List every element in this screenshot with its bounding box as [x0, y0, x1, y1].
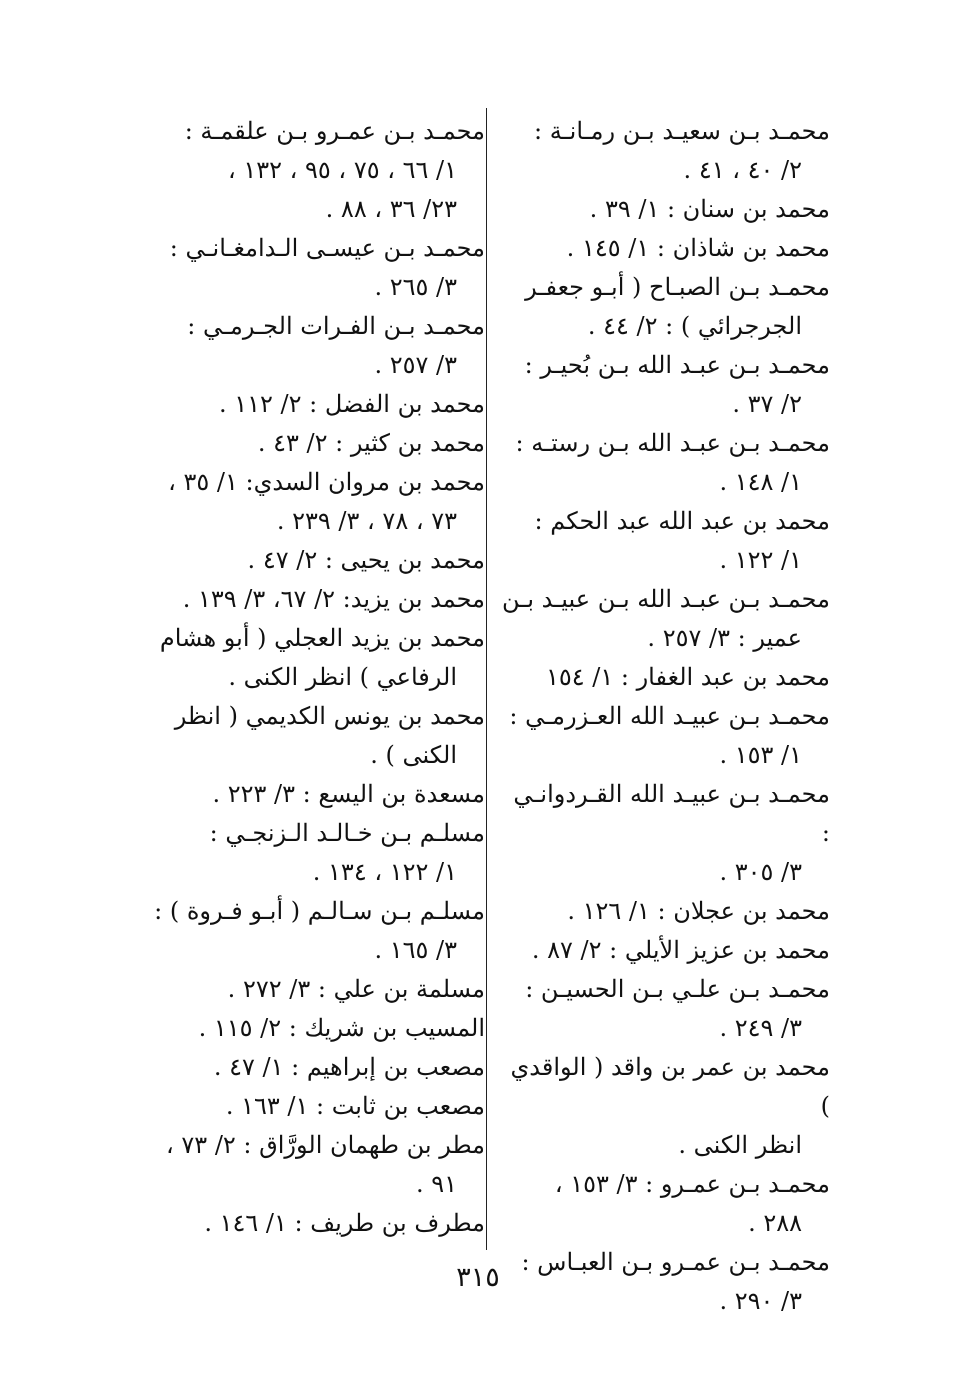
index-entry — [500, 268, 830, 346]
index-entry — [150, 541, 485, 580]
entry-heading-line: محمد بن عبد الله عبد الحكم : — [534, 507, 830, 535]
entry-heading-line: محمـد بـن عبيـد الله العـزرمـي : — [509, 702, 830, 730]
entry-heading-line: مصعب بن ثابت : ١/ ١٦٣ . — [225, 1092, 485, 1120]
column-divider — [486, 108, 487, 1250]
entry-heading-line: مطرف بن طريف : ١/ ١٤٦ . — [204, 1209, 485, 1237]
entry-heading-line: مطر بن طهمان الورَّاق : ٢/ ٧٣ ، — [166, 1131, 485, 1159]
index-entry — [150, 463, 485, 541]
index-entry — [500, 892, 830, 931]
entry-heading-line: محمـد بـن عبـد الله بـن عبيـد بـن — [502, 585, 830, 613]
entry-continuation-line: ٢٣/ ٣٦ ، ٨٨ . — [325, 195, 457, 223]
entry-heading-line: محمد بن عجلان : ١/ ١٢٦ . — [567, 897, 830, 925]
index-entry — [500, 112, 830, 190]
entry-continuation-line: ٣/ ٢٩٠ . — [719, 1287, 802, 1315]
index-entry — [500, 658, 830, 697]
entry-heading-line: مسلـم بـن خـالـد الـزنجـي : — [209, 819, 485, 847]
index-entry — [500, 190, 830, 229]
index-entry — [150, 229, 485, 307]
index-entry — [150, 775, 485, 814]
index-entry — [150, 385, 485, 424]
entry-continuation-line: الجرجرائي ) : ٢/ ٤٤ . — [587, 312, 802, 340]
index-entry — [150, 814, 485, 892]
entry-continuation-line: ٣/ ١٦٥ . — [374, 936, 457, 964]
entry-heading-line: محمـد بـن الفـرات الجـرمـي : — [187, 312, 485, 340]
index-entry — [150, 619, 485, 697]
entry-continuation-line: ٣/ ٢٤٩ . — [719, 1014, 802, 1042]
entry-heading-line: محمـد بـن عمـرو : ٣/ ١٥٣ ، — [554, 1170, 830, 1198]
entry-continuation-line: الكنى ) . — [370, 741, 457, 769]
entry-heading-line: محمـد بـن عبـد الله بـن بُحيـر : — [524, 351, 830, 379]
index-entry — [150, 697, 485, 775]
index-entry — [150, 580, 485, 619]
entry-heading-line: محمد بن يزيد العجلي ( أبو هشام — [159, 624, 485, 652]
entry-continuation-line: ١/ ١٥٣ . — [719, 741, 802, 769]
entry-heading-line: محمد بن عبد الغفار : ١/ ١٥٤ — [545, 663, 830, 691]
entry-continuation-line: ٣/ ٢٦٥ . — [374, 273, 457, 301]
index-entry — [500, 970, 830, 1048]
entry-heading-line: محمد بن كثير : ٢/ ٤٣ . — [257, 429, 485, 457]
entry-heading-line: محمـد بـن الصبـاح ( أبـو جعفـر — [525, 273, 830, 301]
index-entry — [500, 346, 830, 424]
index-entry — [150, 1126, 485, 1204]
entry-heading-line: محمد بن يحيى : ٢/ ٤٧ . — [247, 546, 485, 574]
entry-heading-line: محمـد بـن عبيـد الله القـردوانـي : — [513, 780, 830, 847]
entry-heading-line: محمـد بـن سعيـد بـن رمـانـة : — [534, 117, 830, 145]
index-entry — [150, 1204, 485, 1243]
index-entry — [500, 1048, 830, 1165]
entry-heading-line: محمد بن يزيد: ٢/ ٦٧، ٣/ ١٣٩ . — [182, 585, 485, 613]
entry-heading-line: محمـد بـن عمـرو بـن العبـاس : — [521, 1248, 830, 1276]
entry-heading-line: محمد بن يونس الكديمي ( انظر — [174, 702, 485, 730]
entry-heading-line: مصعب بن إبراهيم : ١/ ٤٧ . — [213, 1053, 485, 1081]
entry-continuation-line: انظر الكنى . — [678, 1131, 802, 1159]
index-entry — [150, 1009, 485, 1048]
index-entry — [500, 580, 830, 658]
index-entry — [500, 775, 830, 892]
index-entry — [150, 970, 485, 1009]
entry-heading-line: مسلمة بن علي : ٣/ ٢٧٢ . — [227, 975, 485, 1003]
index-entry — [500, 424, 830, 502]
entry-continuation-line: ٢/ ٣٧ . — [732, 390, 802, 418]
entry-continuation-line: ١/ ٦٦ ، ٧٥ ، ٩٥ ، ١٣٢ ، — [227, 156, 457, 184]
index-entry — [500, 931, 830, 970]
entry-continuation-line: ٣/ ٢٥٧ . — [374, 351, 457, 379]
page-number: ٣١٥ — [456, 1262, 500, 1293]
entry-heading-line: محمد بن عمر بن واقد ( الواقدي ) — [510, 1053, 830, 1120]
entry-heading-line: مسلـم بـن سـالـم ( أبـو فـروة ) : — [154, 897, 485, 925]
index-entry — [150, 424, 485, 463]
index-entry — [150, 307, 485, 385]
entry-continuation-line: ٩١ . — [415, 1170, 457, 1198]
index-entry — [500, 697, 830, 775]
entry-heading-line: محمـد بـن عمـرو بـن علقمـة : — [184, 117, 485, 145]
entry-heading-line: المسيب بن شريك : ٢/ ١١٥ . — [198, 1014, 485, 1042]
entry-continuation-line: ٧٣ ، ٧٨ ، ٣/ ٢٣٩ . — [276, 507, 457, 535]
entry-heading-line: محمـد بـن عبـد الله بـن رستـه : — [515, 429, 830, 457]
index-entry — [150, 892, 485, 970]
entry-heading-line: محمد بن شاذان : ١/ ١٤٥ . — [566, 234, 830, 262]
entry-continuation-line: ٣/ ٣٠٥ . — [719, 858, 802, 886]
entry-continuation-line: ١/ ١٢٢ ، ١٣٤ . — [312, 858, 457, 886]
entry-heading-line: محمـد بـن علـي بـن الحسيـن : — [525, 975, 830, 1003]
entry-heading-line: مسعدة بن اليسع : ٣/ ٢٢٣ . — [212, 780, 485, 808]
entry-continuation-line: ٢٨٨ . — [748, 1209, 802, 1237]
index-column-left — [150, 112, 485, 1243]
entry-heading-line: محمد بن الفضل : ٢/ ١١٢ . — [218, 390, 485, 418]
entry-heading-line: محمـد بـن عيسـى الـدامغـانـي : — [169, 234, 485, 262]
entry-continuation-line: الرفاعي ) انظر الكنى . — [228, 663, 457, 691]
index-entry — [150, 1048, 485, 1087]
entry-heading-line: محمد بن عزيز الأيلي : ٢/ ٨٧ . — [531, 936, 830, 964]
entry-heading-line: محمد بن سنان : ١/ ٣٩ . — [589, 195, 830, 223]
index-entry — [150, 112, 485, 229]
index-entry — [500, 229, 830, 268]
entry-heading-line: محمد بن مروان السدي: ١/ ٣٥ ، — [168, 468, 485, 496]
entry-continuation-line: ٢/ ٤٠ ، ٤١ . — [683, 156, 802, 184]
index-entry — [150, 1087, 485, 1126]
entry-continuation-line: ١/ ١٤٨ . — [719, 468, 802, 496]
index-column-right — [500, 112, 830, 1321]
entry-continuation-line: عمير : ٣/ ٢٥٧ . — [647, 624, 802, 652]
index-entry — [500, 1165, 830, 1243]
entry-continuation-line: ١/ ١٢٢ . — [719, 546, 802, 574]
index-entry — [500, 502, 830, 580]
